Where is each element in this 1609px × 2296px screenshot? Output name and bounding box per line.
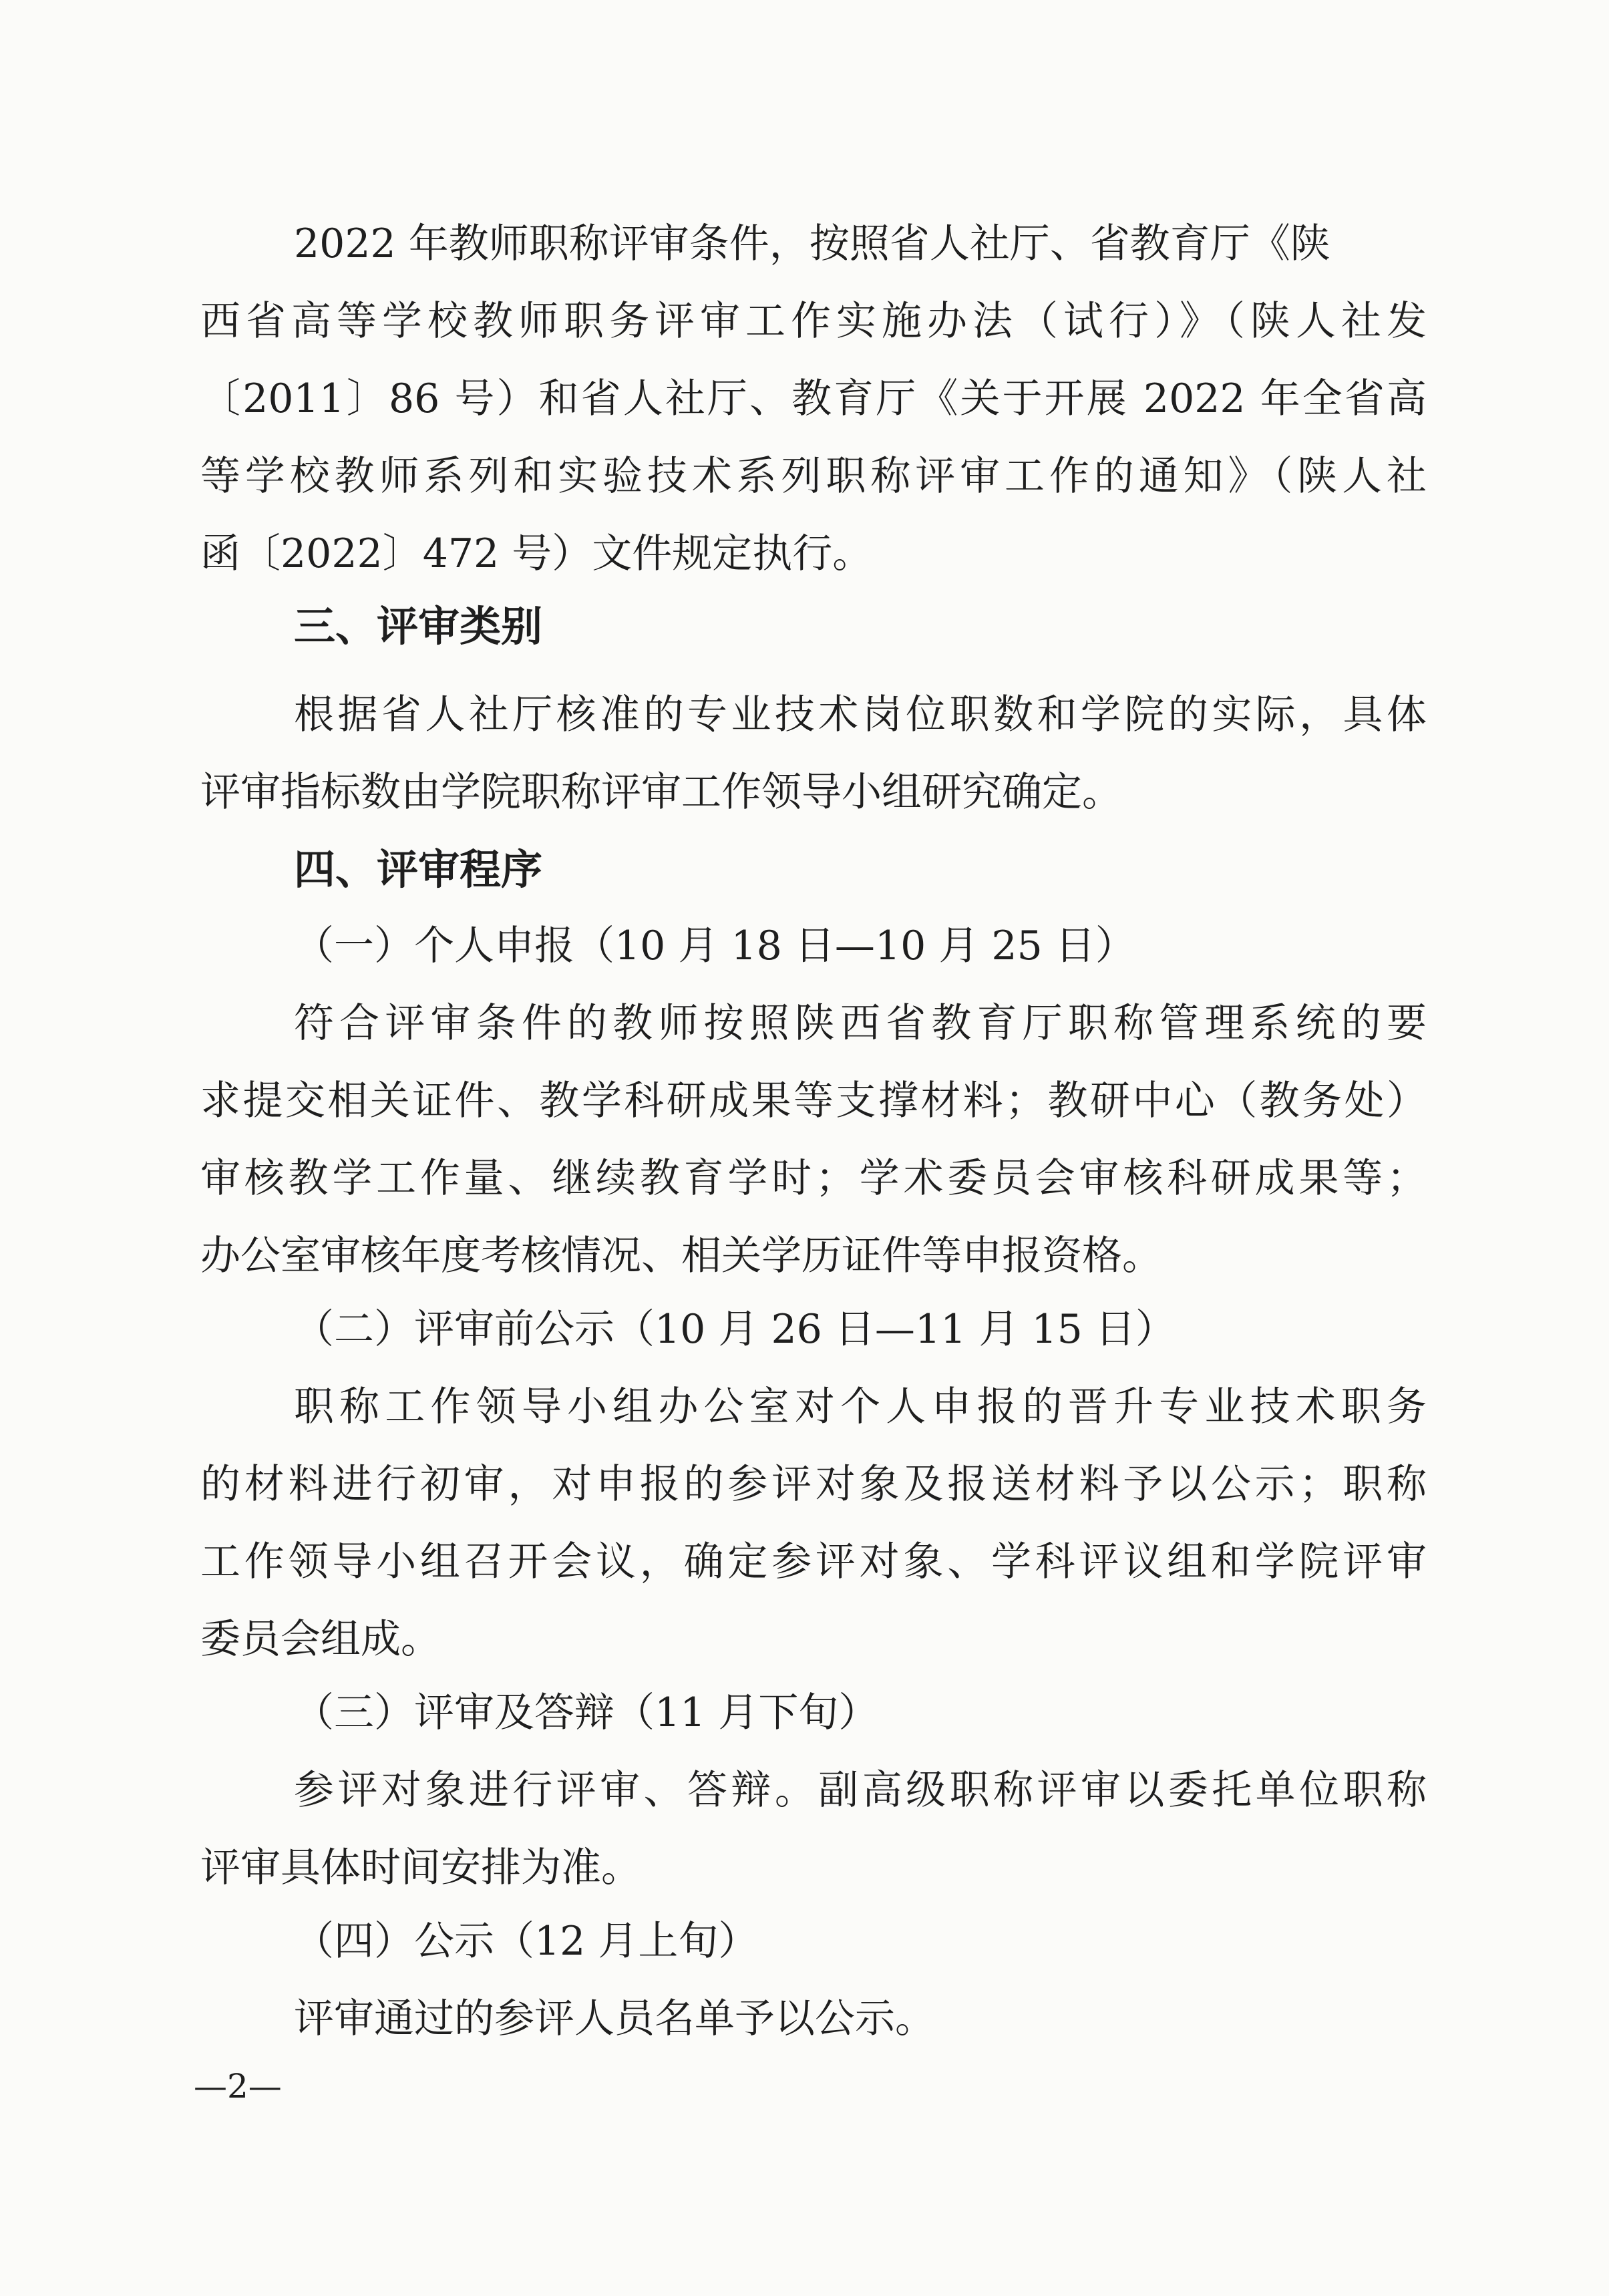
subsection-title: （三）评审及答辩（11 月下旬）	[294, 1689, 879, 1736]
paragraph-line: 符合评审条件的教师按照陕西省教育厅职称管理系统的要	[294, 1000, 1427, 1047]
subsection-title: （二）评审前公示（10 月 26 日—11 月 15 日）	[294, 1306, 1176, 1353]
paragraph-line: 职称工作领导小组办公室对个人申报的晋升专业技术职务	[294, 1383, 1427, 1430]
paragraph-line: 的材料进行初审，对申报的参评对象及报送材料予以公示；职称	[200, 1461, 1427, 1508]
paragraph-line: 评审具体时间安排为准。	[200, 1844, 641, 1891]
paragraph-line: 评审指标数由学院职称评审工作领导小组研究确定。	[200, 769, 1122, 816]
paragraph-line: 工作领导小组召开会议，确定参评对象、学科评议组和学院评审	[200, 1538, 1427, 1585]
paragraph-line: 评审通过的参评人员名单予以公示。	[294, 1995, 935, 2042]
section-heading: 三、评审类别	[294, 602, 543, 651]
section-heading: 四、评审程序	[294, 845, 543, 894]
paragraph-line: 西省高等学校教师职务评审工作实施办法（试行）》（陕人社发	[200, 298, 1427, 345]
paragraph-line: 等学校教师系列和实验技术系列职称评审工作的通知》（陕人社	[200, 453, 1427, 500]
paragraph-line: 求提交相关证件、教学科研成果等支撑材料；教研中心（教务处）	[200, 1078, 1427, 1124]
paragraph-line: 函〔2022〕472 号）文件规定执行。	[200, 530, 873, 577]
paragraph-line: 审核教学工作量、继续教育学时；学术委员会审核科研成果等；	[200, 1155, 1427, 1202]
paragraph-line: 〔2011〕86 号）和省人社厅、教育厅《关于开展 2022 年全省高	[200, 375, 1427, 422]
subsection-title: （一）个人申报（10 月 18 日—10 月 25 日）	[294, 923, 1135, 969]
subsection-title: （四）公示（12 月上旬）	[294, 1918, 759, 1965]
paragraph-line: 委员会组成。	[200, 1616, 441, 1663]
paragraph-line: 2022 年教师职称评审条件，按照省人社厅、省教育厅《陕	[294, 220, 1330, 267]
paragraph-line: 参评对象进行评审、答辩。副高级职称评审以委托单位职称	[294, 1767, 1427, 1814]
paragraph-line: 根据省人社厅核准的专业技术岗位职数和学院的实际，具体	[294, 691, 1427, 738]
paragraph-line: 办公室审核年度考核情况、相关学历证件等申报资格。	[200, 1233, 1162, 1279]
page-number: —2—	[194, 2067, 282, 2106]
